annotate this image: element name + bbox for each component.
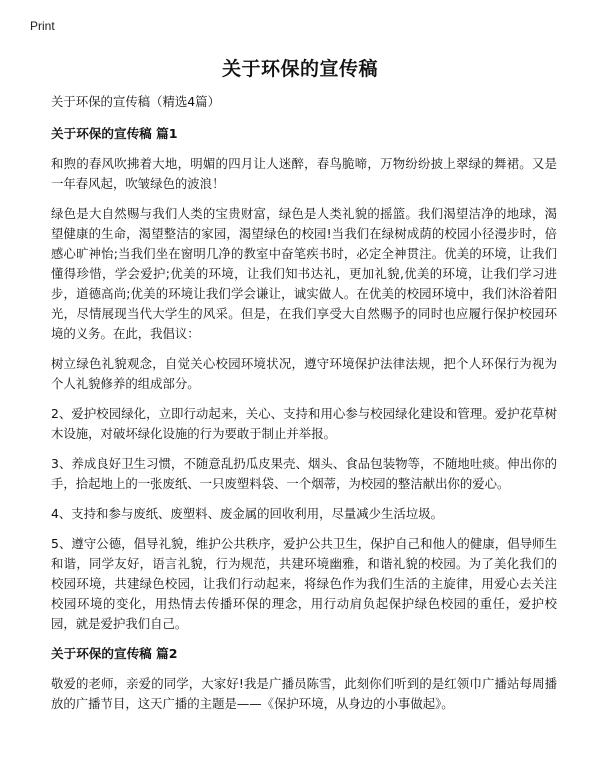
paragraph: 4、支持和参与废纸、废塑料、废金属的回收利用，尽量减少生活垃圾。	[51, 506, 443, 521]
paragraph: 绿色是大自然赐与我们人类的宝贵财富，绿色是人类礼貌的摇篮。我们渴望洁净的地球，渴望健康的生命，渴望整洁的家园，渴望绿色的校园!当我们在绿树成荫的校园小径漫步时，倍感心旷神怡;当我们坐在窗明几净的教室中奋笔疾书时，必定全神贯注。优美的环境，让我们懂得珍惜，学会爱护;优美的环境，让我们知书达礼，更加礼貌,优美的环境，让我们学习进步，道德高尚;优美的环境让我们学会谦让，诚实做人。在优美的校园环境中，我们沐浴着阳光，尽情展现当代大学生的风采。但是，在我们享受大自然赐予的同时也应履行保护校园环境的义务。在此，我倡议：	[51, 206, 557, 341]
paragraph: 树立绿色礼貌观念，自觉关心校园环境状况，遵守环境保护法律法规，把个人环保行为视为个人礼貌修养的组成部分。	[51, 356, 557, 391]
paragraph: 敬爱的老师，亲爱的同学，大家好!我是广播员陈雪，此刻你们听到的是红领巾广播站每周播放的广播节目，这天广播的主题是——《保护环境，从身边的小事做起》。	[51, 676, 557, 711]
page-title: 关于环保的宣传稿	[221, 58, 378, 80]
paragraph: 3、养成良好卫生习惯，不随意乱扔瓜皮果壳、烟头、食品包装物等，不随地吐痰。伸出你的手，拾起地上的一张废纸、一只废塑料袋、一个烟蒂，为校园的整洁献出你的爱心。	[51, 456, 557, 491]
paragraph: 和煦的春风吹拂着大地，明媚的四月让人迷醉，春鸟脆啼，万物纷纷披上翠绿的舞裙。又是一年春风起，吹皱绿色的波浪！	[51, 156, 557, 191]
document-subtitle: 关于环保的宣传稿（精选4篇）	[51, 94, 220, 109]
document-body	[51, 92, 557, 724]
print-link[interactable]: Print	[30, 19, 55, 33]
paragraph: 2、爱护校园绿化，立即行动起来，关心、支持和用心参与校园绿化建设和管理。爱护花草树木设施，对破坏绿化设施的行为要敢于制止并举报。	[51, 406, 557, 441]
paragraph: 5、遵守公德，倡导礼貌，维护公共秩序，爱护公共卫生，保护自己和他人的健康，倡导师生和谐，同学友好，语言礼貌，行为规范，共建环境幽雅，和谐礼貌的校园。为了美化我们的校园环境，共建绿色校园，让我们行动起来，将绿色作为我们生活的主旋律，用爱心去关注校园环境的变化，用热情去传播环保的理念，用行动肩负起保护绿色校园的重任，爱护校园，就是爱护我们自己。	[51, 536, 557, 631]
section-heading-2: 关于环保的宣传稿 篇2	[51, 646, 178, 661]
section-heading-1: 关于环保的宣传稿 篇1	[51, 126, 178, 141]
